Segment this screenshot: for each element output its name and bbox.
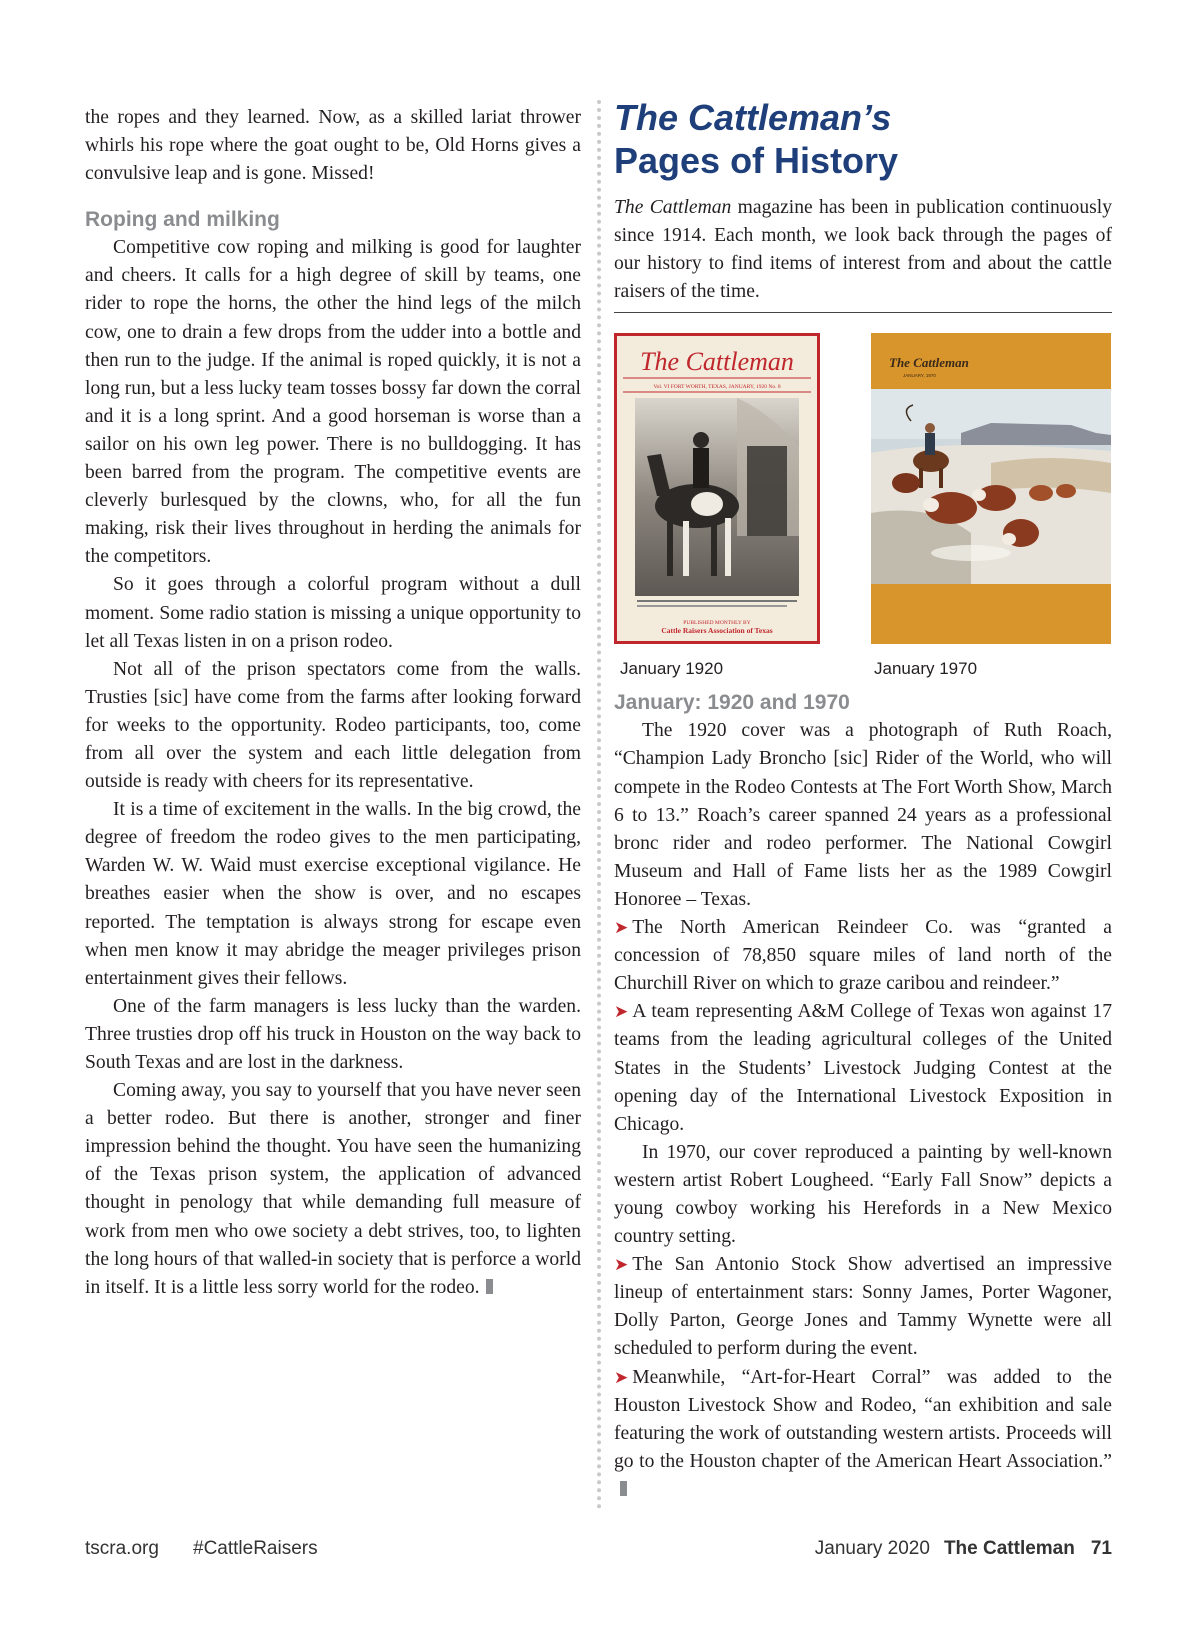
bullet-item-4-text: Meanwhile, “Art-for-Heart Corral” was added to the Houston Livestock Show and Rodeo, “an exhibition and sale featuring the work of outstanding western artists. Proceeds will go to the Houston chapter of the American Heart Association.”: [614, 1366, 1112, 1472]
intro-paragraph: [614, 194, 1112, 306]
intro-magazine-name: The Cattleman: [614, 197, 732, 218]
page-footer: [85, 1538, 1112, 1568]
cover-1920-art: [617, 336, 817, 641]
section-title-line-2: Pages of History: [614, 140, 899, 181]
red-arrow-bullet-icon: ➤: [614, 918, 629, 938]
end-mark-icon: [486, 1279, 493, 1294]
end-mark-icon: [620, 1481, 627, 1496]
bullet-item-3: [614, 1251, 1112, 1363]
bullet-item-1-text: The North American Reindeer Co. was “granted a concession of 78,850 square miles of land north of the Churchill River on which to graze caribou and reindeer.”: [614, 917, 1112, 995]
cover-images: [614, 333, 1112, 689]
footer-website-link[interactable]: tscra.org: [85, 1538, 159, 1559]
column-divider: [597, 100, 601, 1510]
cover-1970-image: [871, 333, 1111, 644]
red-arrow-bullet-icon: ➤: [614, 1255, 629, 1275]
cover-1920-masthead: The Cattleman: [640, 347, 794, 377]
bullet-item-2-text: A team representing A&M College of Texas won against 17 teams from the leading agricultural colleges of the United States in the Students’ Livestock Judging Contest at the opening day of the International Livestock Exposition in Chicago.: [614, 1001, 1112, 1135]
bullet-item-4: [614, 1364, 1112, 1504]
footer-date: January 2020: [814, 1538, 930, 1559]
left-paragraph-3: So it goes through a colorful program without a dull moment. Some radio station is missing a unique opportunity to let all Texas listen in on a prison rodeo.: [85, 574, 581, 652]
left-paragraph-7-text: Coming away, you say to yourself that you have never seen a better rodeo. But there is another, stronger and finer impression behind the thought. You have seen the humanizing of the Texas prison system, the application of advanced thought in penology that while demanding full measure of work from men who owe society a debt strives, too, to lighten the long hours of that walled-in society that is perforce a world in itself. It is a little less sorry world for the rodeo.: [85, 1080, 581, 1298]
section-title: [614, 96, 1112, 182]
cover-1970-caption: January 1970: [874, 659, 978, 679]
footer-issue-info: [815, 1538, 1112, 1560]
left-paragraph-2: Competitive cow roping and milking is good for laughter and cheers. It calls for a high degree of skill by teams, one rider to rope the horns, the other the hind legs of the milch cow, one to drain a few drops from the udder into a bottle and then run to the judge. If the animal is roped quickly, it is not a long run, but a less lucky team tosses bossy far down the corral and it is a long sprint. And a good horseman is worse than a sailor on his own leg power. There is no bulldogging. It has been barred from the program. The competitive events are cleverly burlesqued by the clowns, who, for all the fun making, risk their lives throughout in herding the animals for the competitors.: [85, 237, 581, 568]
cover-1920-issue-line: Vol. VI FORT WORTH, TEXAS, JANUARY, 1920 No. 8: [653, 384, 781, 391]
cover-1970-art: [871, 333, 1111, 644]
left-column: [85, 104, 581, 1302]
cover-1920-caption: January 1920: [620, 659, 724, 679]
cover-1920-footer-line-2: Cattle Raisers Association of Texas: [661, 626, 773, 636]
left-paragraph-6: One of the farm managers is less lucky than the warden. Three trusties drop off his truck in Houston on the way back to South Texas and are lost in the darkness.: [85, 995, 581, 1073]
right-column: [614, 96, 1112, 1504]
bullet-item-1: [614, 914, 1112, 998]
red-arrow-bullet-icon: ➤: [614, 1002, 629, 1022]
red-arrow-bullet-icon: ➤: [614, 1367, 629, 1387]
right-subhead: January: 1920 and 1970: [614, 691, 850, 715]
section-title-line-1: The Cattleman’s: [614, 97, 892, 138]
right-paragraph-2: In 1970, our cover reproduced a painting by well-known western artist Robert Lougheed. “Early Fall Snow” depicts a young cowboy working his Herefords in a New Mexico country setting.: [614, 1141, 1112, 1248]
cover-1970-masthead: The Cattleman: [889, 355, 969, 371]
footer-hashtag: #CattleRaisers: [193, 1538, 318, 1559]
intro-rule: [614, 312, 1112, 313]
cover-1920-footer-line-1: PUBLISHED MONTHLY BY: [683, 620, 751, 627]
intro-text: magazine has been in publication continuously since 1914. Each month, we look back through the pages of our history to find items of interest from and about the cattle raisers of the time.: [614, 197, 1112, 303]
footer-page-number: 71: [1090, 1538, 1112, 1559]
footer-magazine-name: The Cattleman: [943, 1538, 1075, 1559]
bullet-item-3-text: The San Antonio Stock Show advertised an impressive lineup of entertainment stars: Sonny James, Porter Wagoner, Dolly Parton, George Jones and Tammy Wynette were all scheduled to perform during the event.: [614, 1254, 1112, 1360]
bullet-item-2: [614, 998, 1112, 1138]
cover-1920-image: [614, 333, 820, 644]
left-paragraph-4: Not all of the prison spectators come from the walls. Trusties [sic] have come from the farms after looking forward for weeks to the opportunity. Rodeo participants, too, come from all over the system and each little delegation from outside is ready with cheers for its representative.: [85, 658, 581, 793]
left-paragraph-7: [85, 1077, 581, 1302]
left-paragraph-1: the ropes and they learned. Now, as a skilled lariat thrower whirls his rope where the goat ought to be, Old Horns gives a convulsive leap and is gone. Missed!: [85, 107, 581, 185]
left-subhead: Roping and milking: [85, 208, 280, 232]
right-paragraph-1: The 1920 cover was a photograph of Ruth Roach, “Champion Lady Broncho [sic] Rider of the World, who will compete in the Rodeo Contests at The Fort Worth Show, March 6 to 13.” Roach’s career spanned 24 years as a professional bronc rider and rodeo performer. The National Cowgirl Museum and Hall of Fame lists her as the 1989 Cowgirl Honoree – Texas.: [614, 720, 1112, 910]
left-paragraph-5: It is a time of excitement in the walls. In the big crowd, the degree of freedom the rodeo gives to the men participating, Warden W. W. Waid must exercise exceptional vigilance. He breathes easier when the show is over, and no escapes reported. The temptation is always strong for escape even when men know it may abridge the meager privileges prison entertainment gives their fellows.: [85, 799, 581, 989]
cover-1970-issue-line: JANUARY, 1970: [903, 373, 936, 379]
